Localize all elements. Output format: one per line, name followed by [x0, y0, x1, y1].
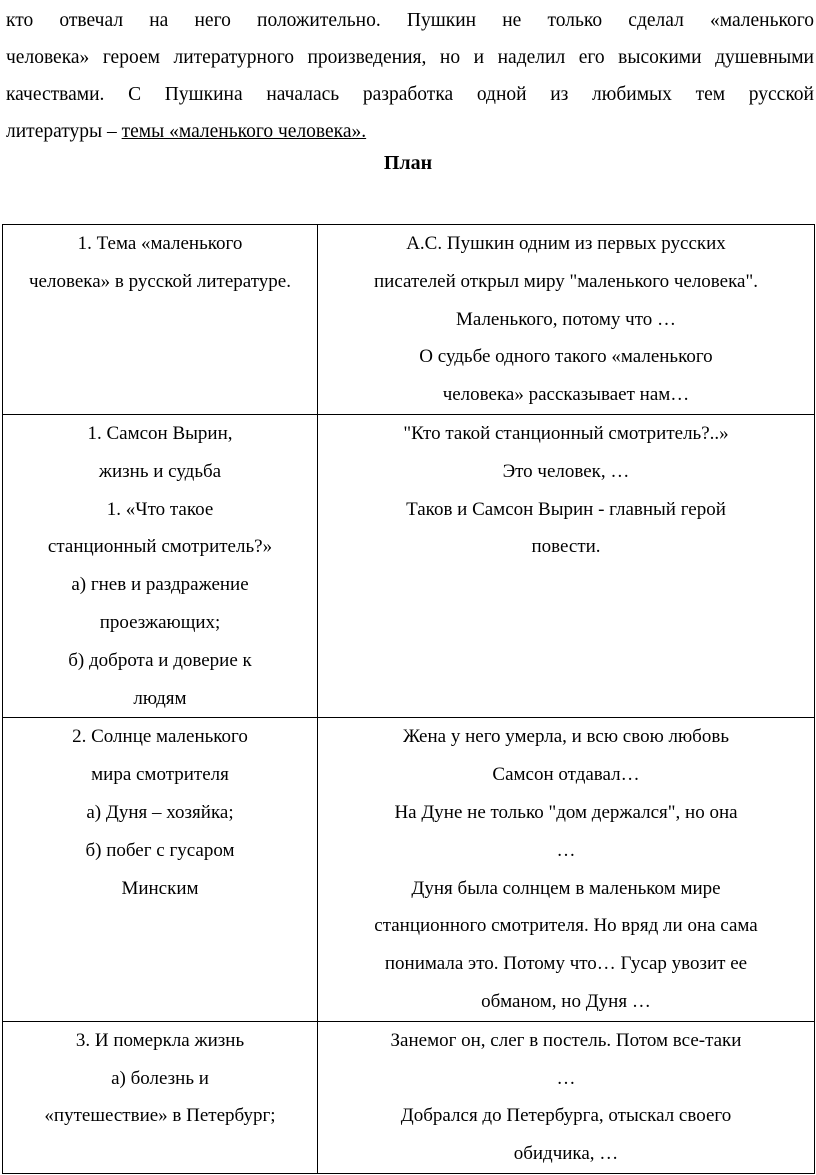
cell-line: 1. Тема «маленького	[77, 233, 243, 254]
cell-line: писателей открыл миру "маленького человека".	[374, 270, 758, 292]
table-row	[3, 225, 815, 415]
plan-content-cell	[318, 1021, 815, 1173]
plan-content-cell	[318, 718, 815, 1021]
cell-line: а) Дуня – хозяйка;	[86, 801, 234, 823]
cell-line: Самсон отдавал…	[492, 764, 640, 786]
cell-line: 3. И померкла жизнь	[75, 1029, 245, 1051]
cell-line: А.С. Пушкин одним из первых русских	[406, 233, 726, 254]
plan-content-cell	[318, 414, 815, 717]
plan-point-cell	[3, 225, 318, 415]
cell-line: Добрался до Петербурга, отыскал своего	[400, 1105, 732, 1127]
cell-line: Занемог он, слег в постель. Потом все-таки	[390, 1029, 742, 1051]
cell-line: обидчика, …	[513, 1143, 619, 1165]
intro-line	[6, 113, 814, 150]
cell-line: Жена у него умерла, и всю свою любовь	[403, 726, 729, 748]
table-row	[3, 414, 815, 717]
cell-line: б) побег с гусаром	[85, 839, 235, 861]
cell-line: Минским	[121, 877, 199, 899]
cell-line: Маленького, потому что …	[455, 308, 677, 330]
cell-line: 2. Солнце маленького	[72, 726, 248, 748]
plan-content-cell	[318, 225, 815, 415]
cell-line: …	[556, 839, 576, 861]
cell-line: Это человек, …	[502, 460, 630, 482]
cell-line: а) болезнь и	[111, 1067, 209, 1089]
intro-line-prefix: литературы –	[6, 121, 122, 142]
cell-line: О судьбе одного такого «маленького	[419, 346, 713, 368]
cell-line: обманом, но Дуня …	[481, 990, 651, 1012]
cell-line: "Кто такой станционный смотритель?..»	[403, 422, 729, 444]
cell-line: человека» рассказывает нам…	[442, 384, 690, 406]
cell-line: жизнь и судьба	[98, 460, 222, 482]
cell-line: мира смотрителя	[91, 764, 229, 786]
cell-line: станционного смотрителя. Но вряд ли она сама	[374, 915, 758, 937]
cell-line: Дуня была солнцем в маленьком мире	[411, 877, 721, 899]
cell-line: …	[556, 1067, 576, 1089]
plan-point-cell	[3, 1021, 318, 1173]
cell-line: понимала это. Потому что… Гусар увозит ее	[384, 953, 748, 975]
cell-line: б) доброта и доверие к	[68, 649, 252, 671]
intro-line: человека» героем литературного произведения, но и наделил его высокими душевными	[6, 47, 814, 68]
topic-underlined: темы «маленького человека».	[121, 121, 367, 142]
cell-line: 1. Самсон Вырин,	[87, 422, 233, 444]
cell-line: повести.	[531, 536, 601, 558]
plan-point-cell	[3, 414, 318, 717]
cell-line: Таков и Самсон Вырин - главный герой	[406, 498, 726, 520]
plan-table	[2, 224, 815, 1174]
cell-line: человека» в русской литературе.	[29, 270, 291, 292]
cell-line: «путешествие» в Петербург;	[44, 1105, 276, 1127]
cell-line: людям	[133, 687, 187, 709]
intro-paragraph	[6, 2, 814, 150]
page-title: План	[383, 152, 433, 174]
cell-line: проезжающих;	[99, 611, 221, 633]
cell-line: а) гнев и раздражение	[71, 574, 249, 596]
table-row	[3, 718, 815, 1021]
plan-point-cell	[3, 718, 318, 1021]
cell-line: 1. «Что такое	[106, 498, 214, 520]
cell-line: На Дуне не только "дом держался", но она	[394, 801, 738, 823]
intro-line: кто отвечал на него положительно. Пушкин не только сделал «маленького	[6, 10, 814, 31]
intro-line: качествами. С Пушкина началась разработка одной из любимых тем русской	[6, 84, 814, 105]
table-row	[3, 1021, 815, 1173]
cell-line: станционный смотритель?»	[47, 536, 273, 558]
